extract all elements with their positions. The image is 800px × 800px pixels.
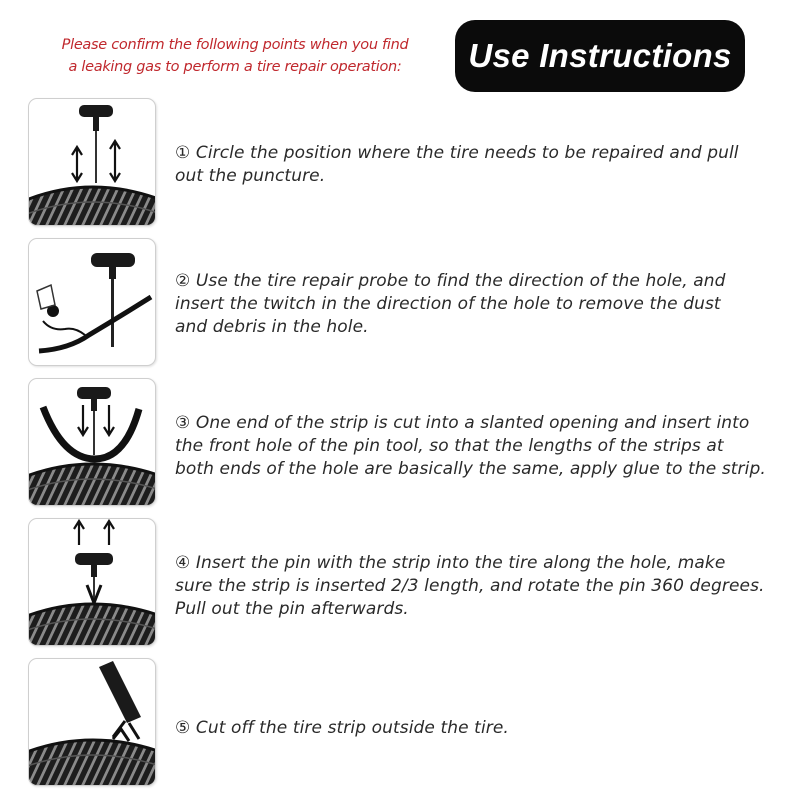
step-2 xyxy=(0,238,800,366)
step-1-line-2: out the puncture. xyxy=(175,166,326,186)
step-2-line-1: ② Use the tire repair probe to find the direction of the hole, and xyxy=(175,271,726,291)
step-4-line-1: ④ Insert the pin with the strip into the tire along the hole, make xyxy=(175,553,726,573)
cut-strip-icon xyxy=(29,659,155,785)
probe-insert-icon xyxy=(29,239,155,365)
step-1-text xyxy=(175,142,785,188)
step-3-line-3: both ends of the hole are basically the same, apply glue to the strip. xyxy=(175,459,766,479)
step-4-text xyxy=(175,552,785,621)
step-2-illustration xyxy=(28,238,156,366)
instructions-title: Use Instructions xyxy=(468,37,732,74)
step-4-line-2: sure the strip is inserted 2/3 length, and rotate the pin 360 degrees. xyxy=(175,576,765,596)
step-5-line-1: ⑤ Cut off the tire strip outside the tire. xyxy=(175,718,509,738)
notice-line-1: Please confirm the following points when you find xyxy=(61,37,409,53)
step-2-line-3: and debris in the hole. xyxy=(175,317,369,337)
pin-rotate-icon xyxy=(29,519,155,645)
step-5-illustration xyxy=(28,658,156,786)
step-3-text xyxy=(175,412,785,481)
step-4-illustration xyxy=(28,518,156,646)
step-3-illustration xyxy=(28,378,156,506)
step-3-line-1: ③ One end of the strip is cut into a slanted opening and insert into xyxy=(175,413,750,433)
step-1 xyxy=(0,98,800,226)
notice-text xyxy=(30,34,440,78)
step-5 xyxy=(0,658,800,786)
step-4-line-3: Pull out the pin afterwards. xyxy=(175,599,409,619)
step-2-text xyxy=(175,270,785,339)
step-3-line-2: the front hole of the pin tool, so that the lengths of the strips at xyxy=(175,436,724,456)
step-5-text xyxy=(175,717,785,740)
tire-puncture-pull-icon xyxy=(29,99,155,225)
notice-line-2: a leaking gas to perform a tire repair operation: xyxy=(68,59,402,75)
step-3 xyxy=(0,378,800,506)
instructions-title-badge xyxy=(455,20,745,92)
strip-insert-icon xyxy=(29,379,155,505)
step-4 xyxy=(0,518,800,646)
step-1-line-1: ① Circle the position where the tire needs to be repaired and pull xyxy=(175,143,739,163)
step-2-line-2: insert the twitch in the direction of the hole to remove the dust xyxy=(175,294,721,314)
step-1-illustration xyxy=(28,98,156,226)
